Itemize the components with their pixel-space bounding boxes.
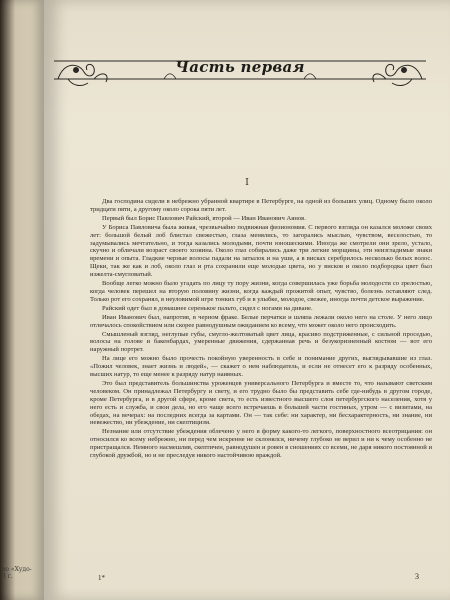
page-number: 3 xyxy=(415,572,419,581)
right-page xyxy=(44,0,450,600)
paragraph: Райский одет был в домашнее серенькое пальто, сидел с ногами на диване. xyxy=(102,304,313,312)
left-flourish-icon xyxy=(58,64,107,85)
left-page-fragment-line: во «Худо- xyxy=(2,566,32,573)
signature-mark: 1* xyxy=(98,574,105,582)
paragraph: Это был представитель большинства уроженцев универсального Петербурга и вместе то, что называют светским человеком. Он принадлежал Петербургу и свету, и его трудно было бы представить себе где-нибудь в другом городе, кроме Петербурга, и в другой сфере, кроме света, то есть известного высшего слоя петербургского населения, хотя у него есть и служба, и свои дела, но его чаще всего встречаешь в большей части гостиных, утром — с визитами, на обедах, на вечерах: на последних всегда за картами. Он — так себе: ни характер, ни бесхарактерность, ни знание, ни невежество, ни убеждение, ни скептицизм. xyxy=(90,379,432,427)
paragraph: Незнание или отсутствие убеждения облечено у него в форму какого-то легкого, поверхностного всеотрицания: он относился ко всему небрежно, ни перед чем искренне не склонялся, ничему глубоко не верил и ни к чему особенно не пристращался. Немного насмешлив, скептичен, равнодушен и ровен в сношениях со всеми, не даря никого постоянной и глубокой дружбой, но и не преследуя никого настойчивою враждой. xyxy=(90,428,432,460)
left-page-fragment xyxy=(2,566,42,580)
paragraph: Вообще легко можно было угадать по лицу ту пору жизни, когда совершилась уже борьба молодости со зрелостью, когда человек перешел на вторую половину жизни, когда каждый прожитой опыт, чувство, болезнь оставляют след. Только рот его сохранял, в неуловимой игре тонких губ и в улыбке, молодое, свежее, иногда почти детское выражение. xyxy=(90,280,432,303)
paragraph: Иван Иванович был, напротив, в черном фраке. Белые перчатки и шляпа лежали около него на столе. У него лицо отличалось спокойствием или скорее равнодушным ожиданием ко всему, что может около него происходить. xyxy=(90,313,432,329)
paragraph: У Бориса Павловича была живая, чрезвычайно подвижная физиономия. С первого взгляда он казался моложе своих лет: большой белый лоб блистал свежестью, глаза менялись, то загорались мыслью, чувством, веселостью, то задумывались мечтательно, и тогда казались молодыми, почти юношескими. Иногда же смотрели они зрело, устало, скучно и обличали возраст своего хозяина. Около глаз собирались даже три легкие морщины, эти неизгладимые знаки времени и опыта. Гладкие черные волосы падали на затылок и на уши, а в висках серебрилось несколько белых волос. Щеки, так же как и лоб, около глаз и рта сохранили еще молодые цвета, но у висков и около подбородка цвет был изжелта-смугловатый. xyxy=(90,223,432,279)
body-text xyxy=(90,198,432,460)
paragraph: Первый был Борис Павлович Райский, второй — Иван Иванович Аянов. xyxy=(102,214,306,222)
paragraph: Два господина сидели в небрежно убранной квартире в Петербурге, на одной из больших улиц. Одному было около тридцати пяти, а другому около сорока пяти лет. xyxy=(90,198,432,213)
part-title: Часть первая xyxy=(175,58,305,76)
right-flourish-icon xyxy=(373,64,422,85)
paragraph: Смышленый взгляд, неглупые губы, смугло-желтоватый цвет лица, красиво подстриженные, с сильной проседью, волосы на голове и бакенбардах, умеренные движения, сдержанная речь и безукоризненный костюм — вот его наружный портрет. xyxy=(90,330,432,354)
left-page-fragment-line: 3 г. xyxy=(2,573,13,580)
chapter-number: I xyxy=(245,178,249,188)
part-header xyxy=(54,52,426,92)
left-page xyxy=(0,0,44,600)
paragraph: На лице его можно было прочесть покойную уверенность в себе и понимание других, выглядывавшие из глаз. «Пожил человек, знает жизнь и людей», — скажет о нем наблюдатель, и если не отнесет его к разряду особенных, высших натур, то еще менее к разряду натур наивных. xyxy=(90,355,432,379)
